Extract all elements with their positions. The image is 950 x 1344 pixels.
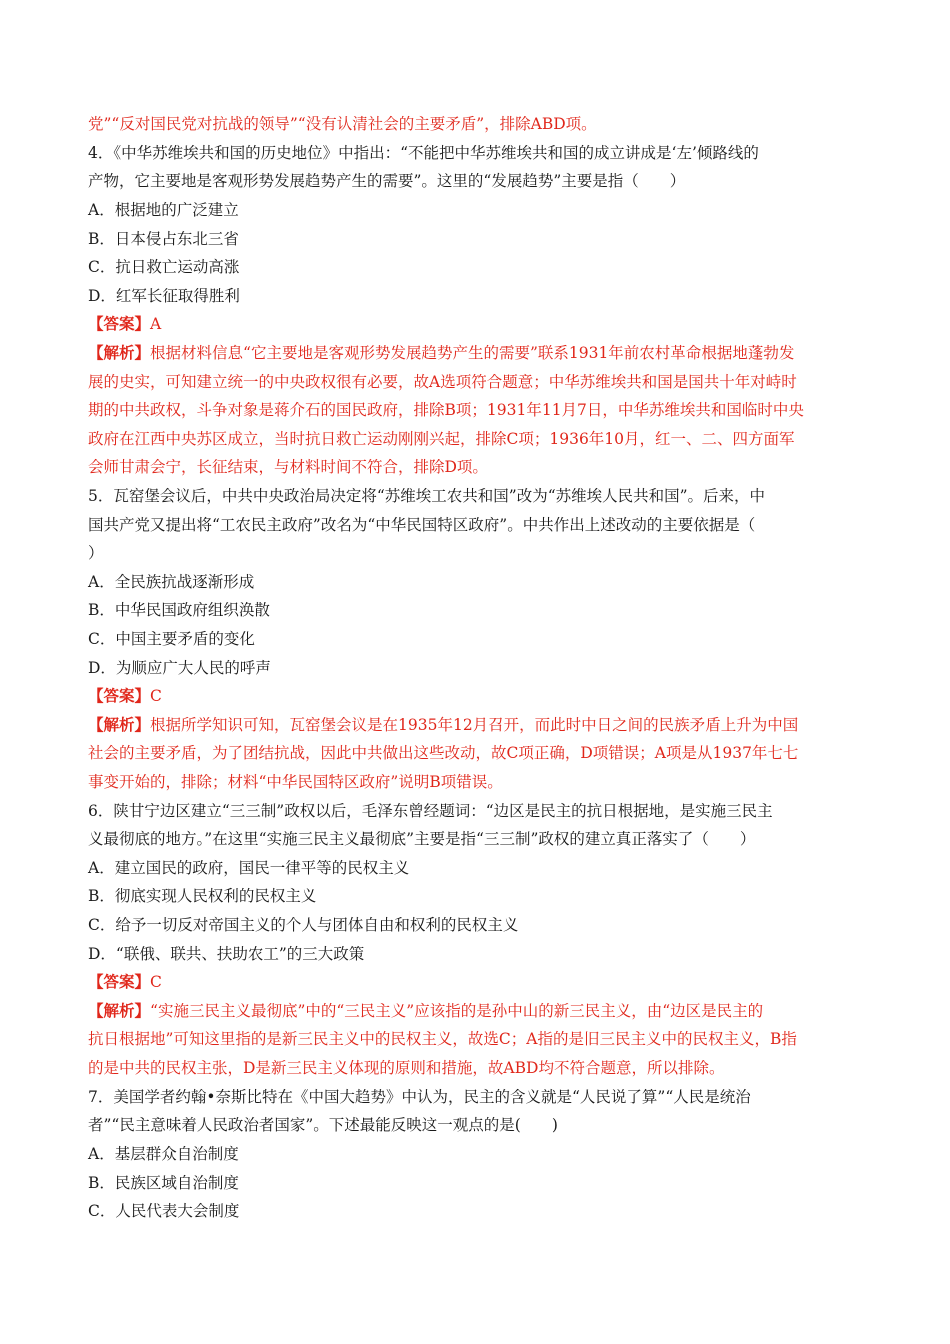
q4-analysis-tag: 【解析】 [88, 343, 151, 362]
q7-option-a: A．基层群众自治制度 [88, 1145, 239, 1163]
q6-stem-line-2: 义最彻底的地方。”在这里“实施三民主义最彻底”主要是指“三三制”政权的建立真正落实了（ ） [88, 830, 756, 848]
q6-analysis-line-1 [88, 1000, 763, 1022]
q4-analysis-line-3: 期的中共政权，斗争对象是蒋介石的国民政府，排除B项；1931年11月7日，中华苏维埃共和国临时中央 [88, 401, 804, 419]
q6-option-d: D．“联俄、联共、扶助农工”的三大政策 [88, 945, 365, 963]
q6-option-a: A．建立国民的政府，国民一律平等的民权主义 [88, 859, 410, 877]
q5-option-a: A．全民族抗战逐渐形成 [88, 573, 255, 591]
q6-analysis-line-3: 的是中共的民权主张，D是新三民主义体现的原则和措施，故ABD均不符合题意，所以排除。 [88, 1059, 725, 1077]
q4-stem-line-1: 4．《中华苏维埃共和国的历史地位》中指出：“不能把中华苏维埃共和国的成立讲成是‘左’倾路线的 [88, 144, 759, 162]
q5-answer [88, 685, 162, 707]
q5-analysis-line-2: 社会的主要矛盾，为了团结抗战，因此中共做出这些改动，故C项正确，D项错误；A项是从1937年七七 [88, 744, 799, 762]
q6-analysis-tag: 【解析】 [88, 1001, 151, 1020]
q5-option-d: D．为顺应广大人民的呼声 [88, 659, 271, 677]
q4-analysis-line-1 [88, 342, 794, 364]
q6-answer-tag: 【答案】 [88, 972, 151, 991]
q7-option-c: C．人民代表大会制度 [88, 1202, 240, 1220]
q7-stem-line-2: 者”“民主意味着人民政治者国家”。下述最能反映这一观点的是( ) [88, 1116, 558, 1134]
q6-answer-value: C [150, 973, 162, 991]
q5-answer-tag: 【答案】 [88, 686, 151, 705]
q6-analysis-text-1: “实施三民主义最彻底”中的“三民主义”应该指的是孙中山的新三民主义，由“边区是民主的 [150, 1002, 764, 1020]
q5-analysis-line-3: 事变开始的，排除；材料“中华民国特区政府”说明B项错误。 [88, 773, 503, 791]
q5-answer-value: C [150, 687, 162, 705]
q4-option-c: C．抗日救亡运动高涨 [88, 258, 240, 276]
q5-option-c: C．中国主要矛盾的变化 [88, 630, 255, 648]
q5-stem-line-3: ） [88, 544, 104, 562]
q6-option-c: C．给予一切反对帝国主义的个人与团体自由和权利的民权主义 [88, 916, 519, 934]
q4-option-d: D．红军长征取得胜利 [88, 287, 240, 305]
q5-option-b: B．中华民国政府组织涣散 [88, 601, 270, 619]
q6-answer [88, 971, 162, 993]
q6-option-b: B．彻底实现人民权利的民权主义 [88, 887, 317, 905]
q4-analysis-line-2: 展的史实，可知建立统一的中央政权很有必要，故A选项符合题意；中华苏维埃共和国是国共十年对峙时 [88, 373, 797, 391]
q5-stem-line-1: 5．瓦窑堡会议后，中共中央政治局决定将“苏维埃工农共和国”改为“苏维埃人民共和国”。后来，中 [88, 487, 766, 505]
q7-option-b: B．民族区域自治制度 [88, 1174, 239, 1192]
q4-answer-value: A [150, 315, 162, 333]
q6-analysis-line-2: 抗日根据地”可知这里指的是新三民主义中的民权主义，故选C；A指的是旧三民主义中的民权主义，B指 [88, 1030, 797, 1048]
q6-stem-line-1: 6．陕甘宁边区建立“三三制”政权以后，毛泽东曾经题词：“边区是民主的抗日根据地，是实施三民主 [88, 802, 773, 820]
q4-stem-line-2: 产物，它主要地是客观形势发展趋势产生的需要”。这里的“发展趋势”主要是指（ ） [88, 172, 686, 190]
q5-stem-line-2: 国共产党又提出将“工农民主政府”改名为“中华民国特区政府”。中共作出上述改动的主要依据是（ [88, 516, 756, 534]
q4-analysis-line-4: 政府在江西中央苏区成立，当时抗日救亡运动刚刚兴起，排除C项；1936年10月，红一、二、四方面军 [88, 430, 795, 448]
q4-analysis-line-5: 会师甘肃会宁，长征结束，与材料时间不符合，排除D项。 [88, 458, 488, 476]
q4-answer-tag: 【答案】 [88, 314, 151, 333]
q5-analysis-tag: 【解析】 [88, 715, 151, 734]
q5-analysis-text-1: 根据所学知识可知，瓦窑堡会议是在1935年12月召开，而此时中日之间的民族矛盾上升为中国 [150, 716, 799, 734]
q7-stem-line-1: 7．美国学者约翰•奈斯比特在《中国大趋势》中认为，民主的含义就是“人民说了算”“人民是统治 [88, 1088, 751, 1106]
q5-analysis-line-1 [88, 714, 798, 736]
q4-analysis-text-1: 根据材料信息“它主要地是客观形势发展趋势产生的需要”联系1931年前农村革命根据地蓬勃发 [150, 344, 795, 362]
q4-answer [88, 313, 161, 335]
q4-option-b: B．日本侵占东北三省 [88, 230, 239, 248]
prev-analysis-continuation: 党”“反对国民党对抗战的领导”“没有认清社会的主要矛盾”，排除ABD项。 [88, 115, 597, 133]
q4-option-a: A．根据地的广泛建立 [88, 201, 239, 219]
